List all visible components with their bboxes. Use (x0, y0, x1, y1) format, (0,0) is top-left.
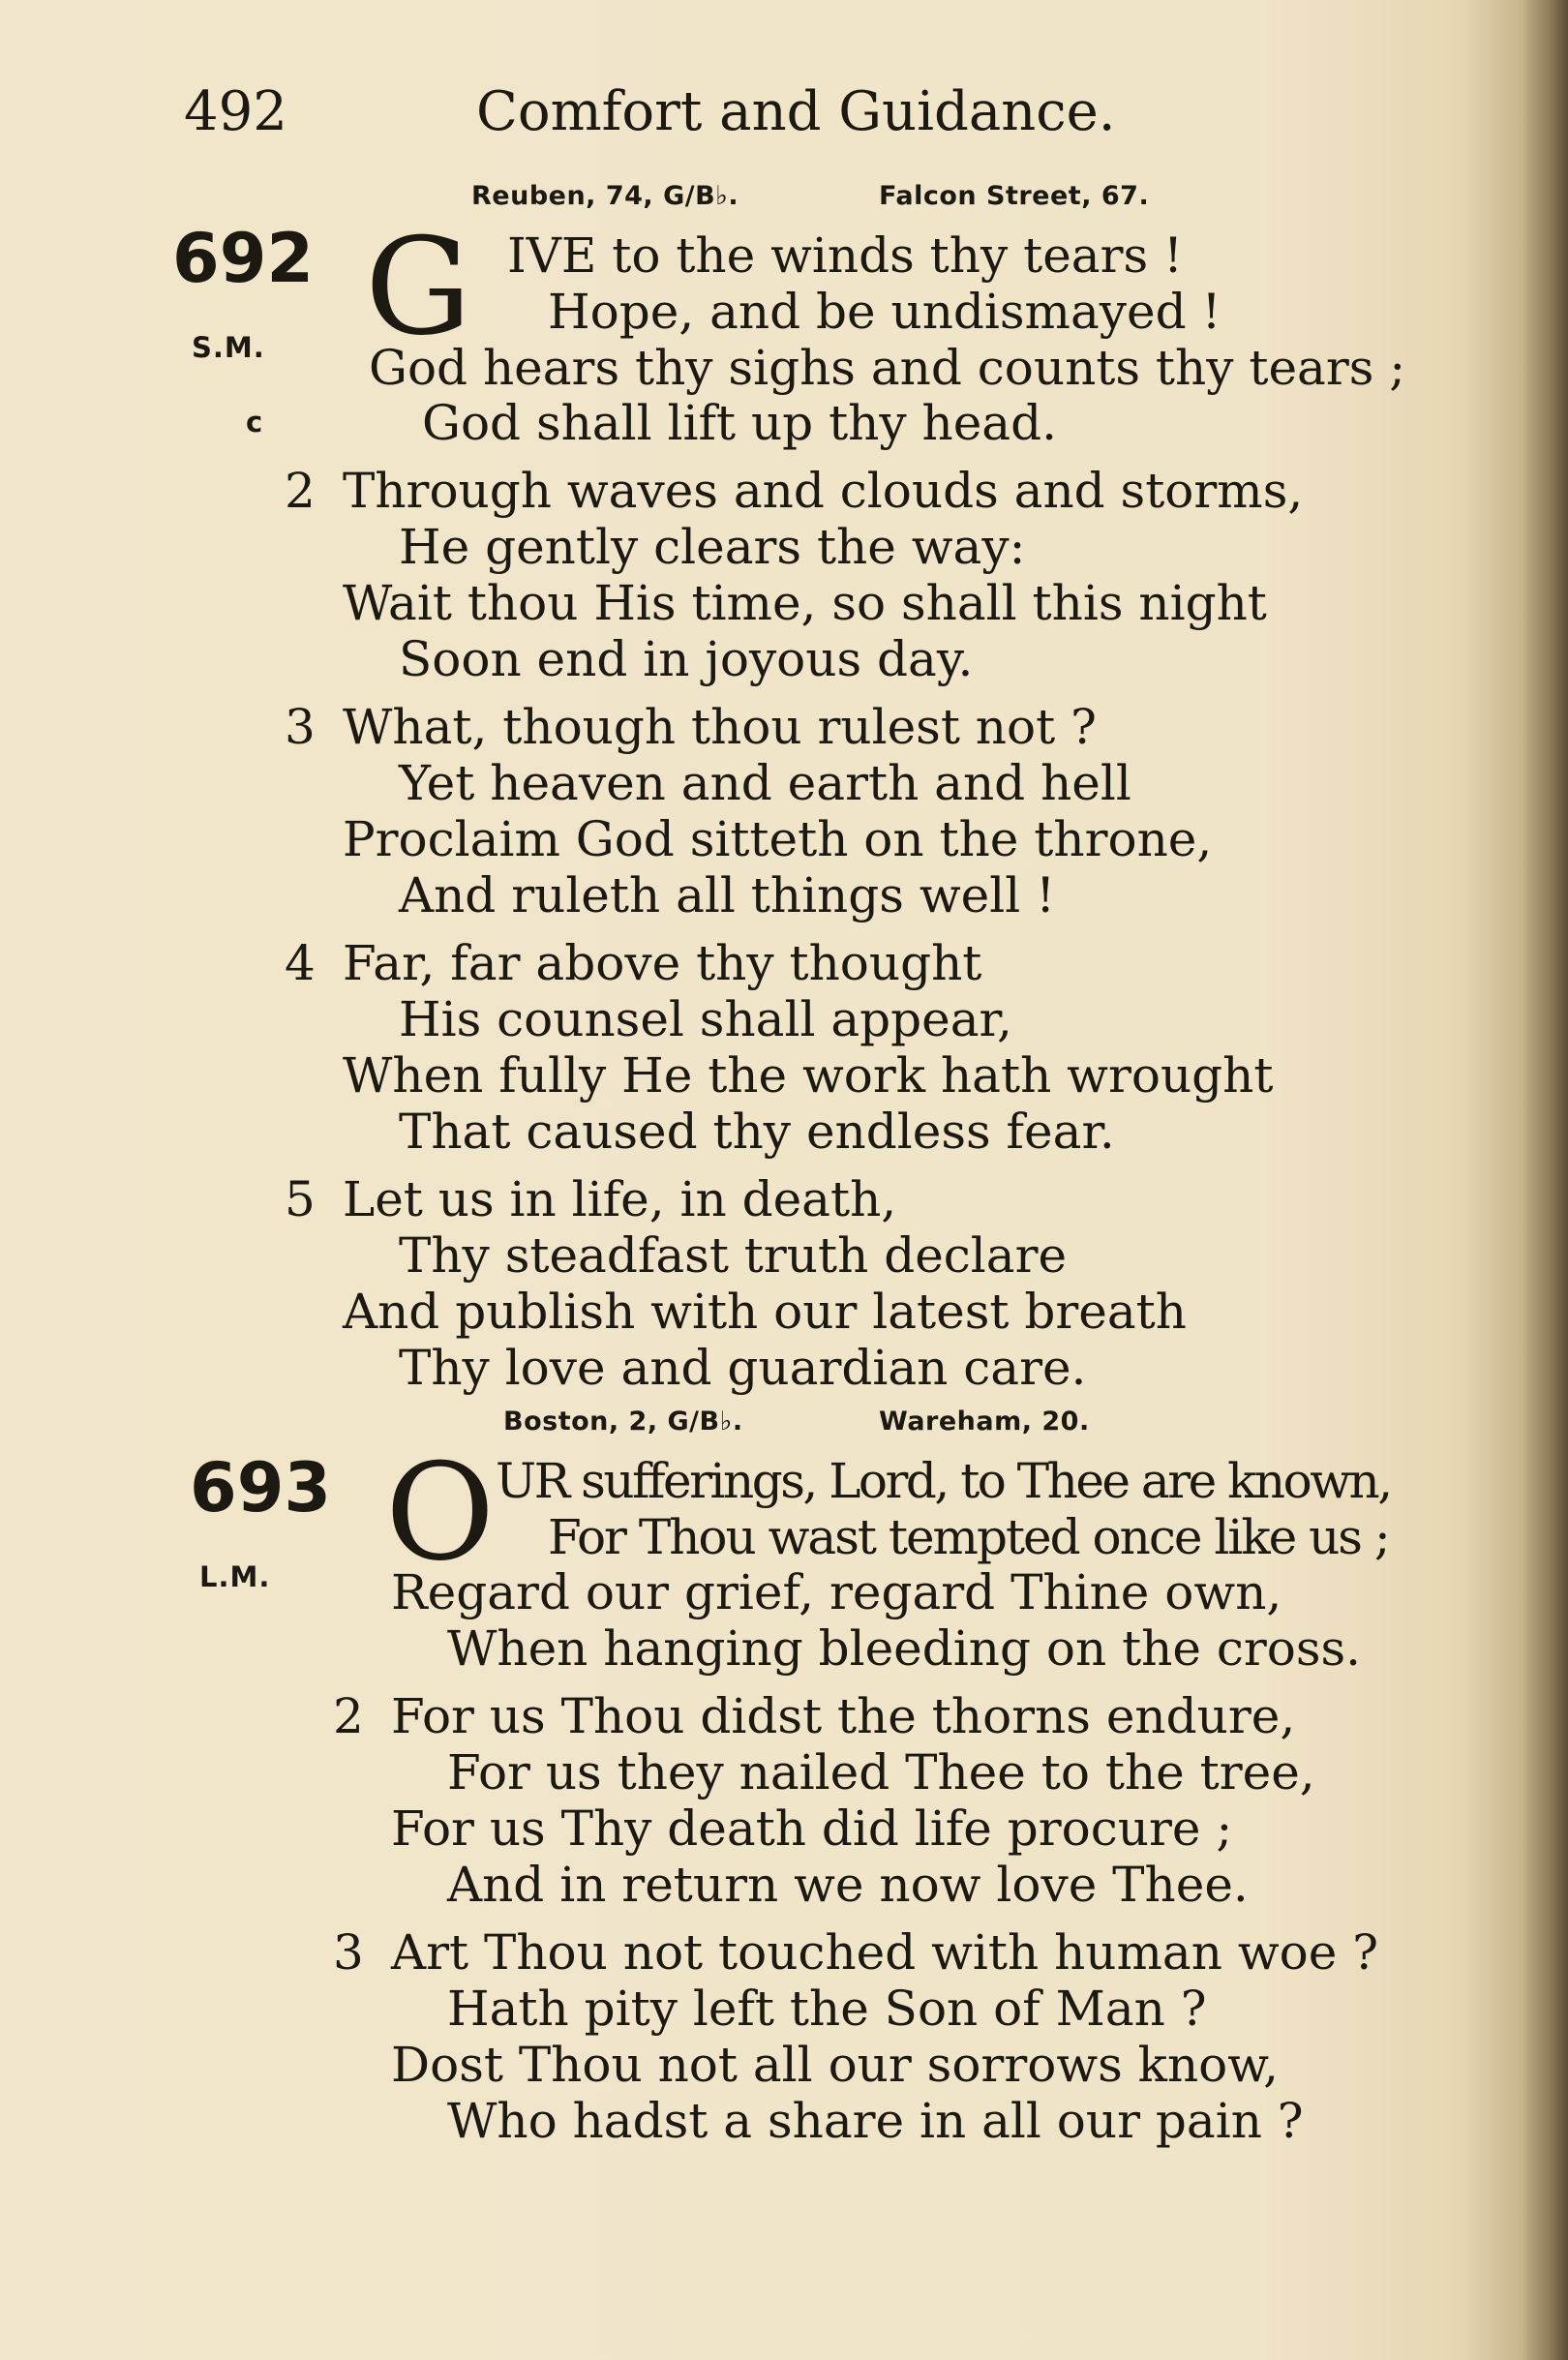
hymn-692-v1-line2: Hope, and be undismayed ! (548, 284, 1221, 340)
tune-right-692: Falcon Street, 67. (879, 181, 1150, 211)
hymn-692-v5-line4: Thy love and guardian care. (399, 1340, 1087, 1396)
verse-number: 2 (285, 463, 316, 519)
verse-number: 3 (285, 699, 316, 755)
verse-number: 3 (333, 1924, 364, 1981)
verse-number: 2 (333, 1688, 364, 1744)
hymn-693-v1-line1: UR sufferings, Lord, to Thee are known, (496, 1453, 1391, 1509)
hymn-692-v1-line1: IVE to the winds thy tears ! (507, 227, 1184, 284)
hymn-692-v2-line4: Soon end in joyous day. (399, 631, 974, 687)
hymn-692-v3-line3: Proclaim God sitteth on the throne, (343, 811, 1213, 867)
running-title: Comfort and Guidance. (476, 80, 1116, 143)
tune-left-692: Reuben, 74, G/B♭. (471, 181, 739, 211)
hymn-692-v4-line1: Far, far above thy thought (343, 935, 982, 991)
hymn-692-v3-line2: Yet heaven and earth and hell (399, 755, 1131, 811)
meter-692: S.M. (192, 331, 265, 364)
verse-number: 4 (285, 935, 316, 991)
hymn-692-v5-line1: Let us in life, in death, (343, 1171, 897, 1227)
hymn-693-v1-line4: When hanging bleeding on the cross. (447, 1620, 1362, 1677)
hymn-693-v3-line2: Hath pity left the Son of Man ? (447, 1981, 1207, 2037)
hymn-692-v5-line2: Thy steadfast truth declare (399, 1227, 1068, 1284)
hymn-693-v1-line3: Regard our grief, regard Thine own, (391, 1564, 1282, 1620)
hymn-693-v2-line2: For us they nailed Thee to the tree, (447, 1744, 1315, 1800)
tune-right-693: Wareham, 20. (879, 1407, 1090, 1437)
hymn-693-v3-line4: Who hadst a share in all our pain ? (447, 2093, 1304, 2149)
meter-693: L.M. (199, 1560, 271, 1593)
hymn-693-v2-line1: For us Thou didst the thorns endure, (391, 1688, 1296, 1744)
hymn-693-v2-line4: And in return we now love Thee. (447, 1857, 1249, 1913)
page-number: 492 (184, 80, 287, 143)
verse-number: 5 (285, 1171, 316, 1227)
page-edge-shadow (1522, 0, 1568, 2360)
hymn-692-v5-line3: And publish with our latest breath (343, 1284, 1187, 1340)
hymn-692-v1-line4: God shall lift up thy head. (422, 395, 1058, 451)
hymn-number-692: 692 (172, 219, 315, 298)
hymn-692-v2-line1: Through waves and clouds and storms, (343, 463, 1304, 519)
hymn-692-v4-line4: That caused thy endless fear. (399, 1104, 1115, 1160)
drop-cap-693: O (385, 1435, 496, 1590)
hymn-692-v2-line2: He gently clears the way: (399, 519, 1026, 575)
hymn-692-v4-line3: When fully He the work hath wrought (343, 1047, 1274, 1104)
drop-cap-692: G (365, 209, 472, 365)
hymn-692-v4-line2: His counsel shall appear, (399, 991, 1012, 1047)
hymn-number-693: 693 (190, 1448, 332, 1528)
hymn-693-v1-line2: For Thou wast tempted once like us ; (548, 1509, 1389, 1565)
hymn-693-v2-line3: For us Thy death did life procure ; (391, 1800, 1233, 1857)
hymn-692-v2-line3: Wait thou His time, so shall this night (343, 575, 1267, 631)
hymn-692-v3-line4: And ruleth all things well ! (399, 867, 1056, 923)
hymn-693-v3-line1: Art Thou not touched with human woe ? (391, 1924, 1379, 1981)
hymn-692-v1-line3: God hears thy sighs and counts thy tears ; (369, 340, 1406, 396)
hymn-692-v3-line1: What, though thou rulest not ? (343, 699, 1097, 755)
tune-left-693: Boston, 2, G/B♭. (503, 1407, 743, 1437)
key-mark-692: c (246, 406, 264, 439)
hymn-693-v3-line3: Dost Thou not all our sorrows know, (391, 2037, 1280, 2093)
